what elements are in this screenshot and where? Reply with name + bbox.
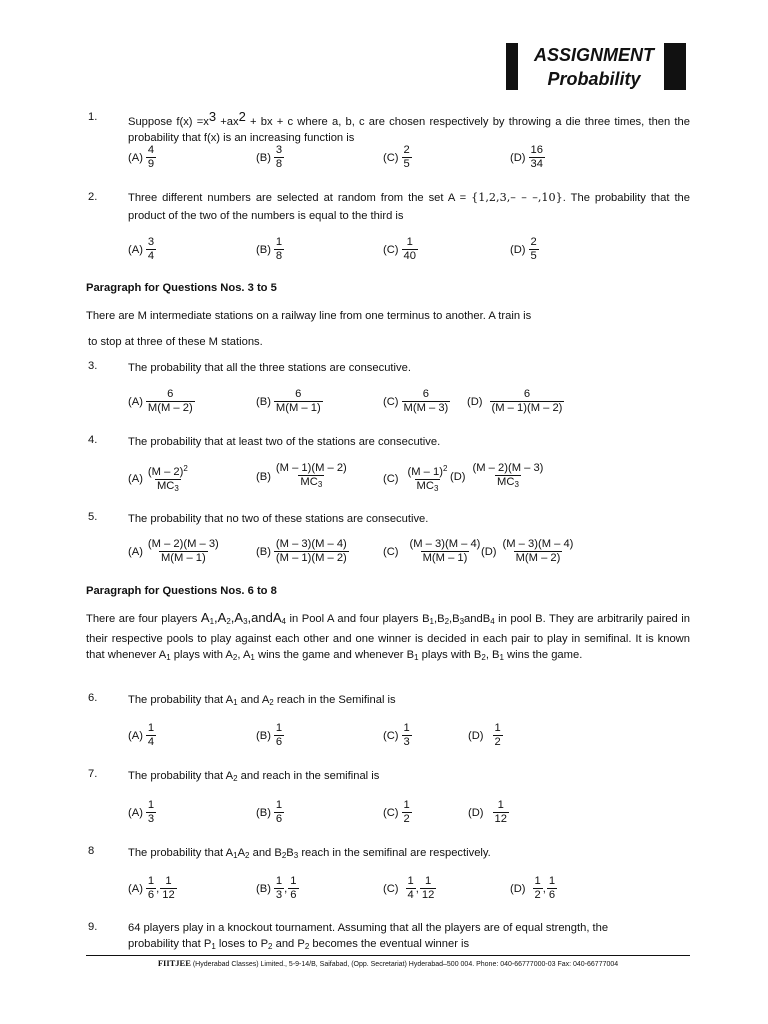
fraction: 1 3	[403, 722, 410, 748]
q8-option-c[interactable]: (C) 1 4 , 1 12	[383, 875, 435, 901]
paragraph-heading-3-5: Paragraph for Questions Nos. 3 to 5	[86, 282, 277, 294]
q5-number: 5.	[88, 511, 98, 523]
q6-text: The probability that $A_1$ and $A_2$ reach in the Semifinal is	[128, 694, 396, 707]
q2-option-d[interactable]: (D) 2 5	[510, 236, 537, 262]
q3-text: The probability that all the three stations are consecutive.	[128, 362, 411, 374]
q8-option-a[interactable]: (A) 1 6 , 1 12	[128, 875, 175, 901]
fraction: (M – 3)(M – 4) (M – 1)(M – 2)	[275, 538, 347, 564]
q7-option-a[interactable]: (A) 1 3	[128, 799, 155, 825]
fraction: 1 40	[403, 236, 416, 262]
q2-option-b[interactable]: (B) 1 8	[256, 236, 283, 262]
q3-number: 3.	[88, 360, 98, 372]
fraction: 6 M(M – 2)	[147, 388, 193, 414]
q6-option-a[interactable]: (A) 1 4	[128, 722, 155, 748]
q4-option-b[interactable]: (B) (M – 1)(M – 2) $MC_3$	[256, 462, 347, 489]
fraction: 1 6	[275, 799, 283, 825]
q5-text: The probability that no two of these stations are consecutive.	[128, 513, 429, 525]
q1-option-d[interactable]: (D) 16 34	[510, 144, 543, 170]
q9-number: 9.	[88, 921, 98, 933]
fraction: 2 5	[530, 236, 537, 262]
q6-option-c[interactable]: (C) 1 3	[383, 722, 410, 748]
q4-option-a[interactable]: (A) (M – 2)$^2$ $MC_3$	[128, 464, 188, 493]
q5-option-d[interactable]: (D) (M – 3)(M – 4) M(M – 2)	[481, 538, 574, 564]
q8-option-b[interactable]: (B) 1 3 , 1 6	[256, 875, 297, 901]
q4-text: The probability that at least two of the stations are consecutive.	[128, 436, 441, 448]
q9-text: 64 players play in a knockout tournament. Assuming that all the players are of equal strength, the probability that $P_1$ loses to $P_2$ and $P_2$ becomes the eventual winner is	[128, 922, 609, 951]
fraction: 2 5	[403, 144, 410, 170]
q2-number: 2.	[88, 191, 98, 203]
q8-number: 8	[88, 845, 95, 857]
fraction: (M – 2)(M – 3) $MC_3$	[472, 462, 544, 489]
fraction: 4 9	[147, 144, 155, 170]
q2-option-c[interactable]: (C) 1 40	[383, 236, 416, 262]
q6-option-b[interactable]: (B) 1 6	[256, 722, 283, 748]
q4-number: 4.	[88, 434, 98, 446]
footer-rule	[86, 955, 690, 956]
fraction: 1 4	[147, 722, 155, 748]
q3-option-c[interactable]: (C) 6 M(M – 3)	[383, 388, 449, 414]
fraction: 6 (M – 1)(M – 2)	[491, 388, 563, 414]
fraction: 3 8	[275, 144, 283, 170]
fraction: 1 3	[147, 799, 155, 825]
fraction: 16 34	[530, 144, 543, 170]
q7-text: The probability that $A_2$ and reach in the semifinal is	[128, 770, 380, 783]
q7-option-d[interactable]: (D) 1 12	[468, 799, 507, 825]
subject-title: Probability	[547, 69, 641, 89]
q2-text: Three different numbers are selected at random from the set A = {1,2,3,– – –,10}. The probability that the product of the two of the numbers is equal to the third is	[128, 191, 690, 222]
q7-option-b[interactable]: (B) 1 6	[256, 799, 283, 825]
q3-option-b[interactable]: (B) 6 M(M – 1)	[256, 388, 321, 414]
fraction: (M – 1)(M – 2) $MC_3$	[275, 462, 347, 489]
fraction: 1 6	[548, 875, 556, 901]
q4-option-d[interactable]: (D) (M – 2)(M – 3) $MC_3$	[450, 462, 544, 489]
q7-option-c[interactable]: (C) 1 2	[383, 799, 410, 825]
q1-text: Suppose $f(x) =x^3 +ax^2$ + bx + c where a, b, c are chosen respectively by throwing a die three times, then the probability that f(x) is an increasing function is	[128, 109, 690, 144]
fraction: 1 12	[494, 799, 507, 825]
fraction: (M – 3)(M – 4) M(M – 1)	[409, 538, 481, 564]
fraction: 1 12	[162, 875, 175, 901]
q4-option-c[interactable]: (C) (M – 1)$^2$ $MC_3$	[383, 464, 448, 493]
paragraph-line-2: to stop at three of these M stations.	[88, 336, 263, 348]
q6-option-d[interactable]: (D) 1 2	[468, 722, 501, 748]
fraction: 1 2	[494, 722, 501, 748]
fraction: 1 2	[403, 799, 410, 825]
q8-text: The probability that $A_1A_2$ and $B_2B_3$ reach in the semifinal are respectively.	[128, 847, 491, 860]
fraction: 3 4	[147, 236, 155, 262]
q5-option-c[interactable]: (C) (M – 3)(M – 4) M(M – 1)	[383, 538, 481, 564]
fraction: 1 6	[147, 875, 155, 901]
assignment-title: ASSIGNMENT	[533, 45, 654, 65]
fraction: 1 4	[407, 875, 414, 901]
fraction: 1 12	[421, 875, 435, 901]
paragraph-line-1: There are M intermediate stations on a railway line from one terminus to another. A train is	[86, 310, 532, 322]
q7-number: 7.	[88, 768, 98, 780]
fraction: (M – 2)(M – 3) M(M – 1)	[147, 538, 219, 564]
fraction: 1 6	[290, 875, 297, 901]
fraction: 1 2	[534, 875, 541, 901]
fraction: (M – 2)$^2$ $MC_3$	[147, 464, 188, 493]
paragraph-heading-6-8: Paragraph for Questions Nos. 6 to 8	[86, 585, 277, 597]
fraction: 6 M(M – 1)	[275, 388, 321, 414]
fraction: (M – 3)(M – 4) M(M – 2)	[502, 538, 574, 564]
fraction: 1 8	[275, 236, 283, 262]
q1-option-c[interactable]: (C) 2 5	[383, 144, 410, 170]
q3-option-a[interactable]: (A) 6 M(M – 2)	[128, 388, 193, 414]
q1-option-a[interactable]: (A) 4 9	[128, 144, 155, 170]
paragraph-pool-description: There are four players $A_1,A_2,A_3,andA_4$ in Pool A and four players $B_1,B_2,B_3andB_4$ in pool B. They are arbitrarily paired in their respective pools to play against each other and one winner is decided in each pair to play in semifinal. It is known that whenever $A_1$ plays with $A_2$, $A_1$ wins the game and whenever $B_1$ plays with $B_2$, $B_1$ wins the game.	[86, 610, 691, 662]
fraction: 6 M(M – 3)	[403, 388, 449, 414]
fraction: 1 3	[275, 875, 283, 901]
q1-option-b[interactable]: (B) 3 8	[256, 144, 283, 170]
fraction: (M – 1)$^2$ $MC_3$	[407, 464, 448, 493]
q3-option-d[interactable]: (D) 6 (M – 1)(M – 2)	[467, 388, 563, 414]
q5-option-b[interactable]: (B) (M – 3)(M – 4) (M – 1)(M – 2)	[256, 538, 347, 564]
q8-option-d[interactable]: (D) 1 2 , 1 6	[510, 875, 556, 901]
q1-number: 1.	[88, 111, 98, 123]
fraction: 1 6	[275, 722, 283, 748]
footer-address: FIITJEE (Hyderabad Classes) Limited., 5-9-14/B, Saifabad, (Opp. Secretariat) Hyderabad–500 004. Phone: 040-66777000-03 Fax: 040-66777004	[157, 958, 619, 968]
q6-number: 6.	[88, 692, 98, 704]
q5-option-a[interactable]: (A) (M – 2)(M – 3) M(M – 1)	[128, 538, 219, 564]
q2-option-a[interactable]: (A) 3 4	[128, 236, 155, 262]
